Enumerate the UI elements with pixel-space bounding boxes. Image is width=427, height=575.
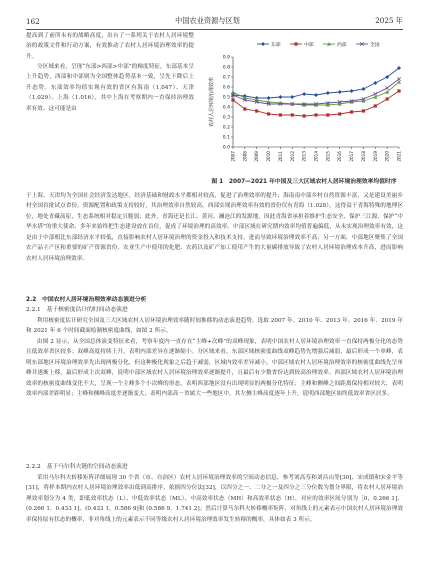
- section-paragraph-3: 采用马尔科夫转移矩阵详细展现 30 个省（市、自治区）农村人居环境治理效率的空间动态信息，参考刘高寿和刘昌山等[30]、宋成镇和宋金平等[31]，将样本期内农村人居环境治理效率由低到高排序，依据四分位法[32]，以四分之一、二分之一及四分之三分位数为划分界限，将农村人居环境治理效率划分为 4 类，即低效率状态（L）、中低效率状态（ML）、中高效率状态（MH）和高效率状态（H），对应的效率区间分别为［0，0.266 1]、(0.266 1，0.433 1]、(0.433 1，0.586 9]和 (0.586 9，1.741 2]；然后计算马尔科夫转移概率矩阵，对角线上的元素表示中国农村人居环境治理效率保持原有状态的概率，非对角线上的元素表示不同等级农村人居环境治理效率发生转移的概率，具体如表 3 所示。: [26, 475, 403, 523]
- x-tick-label: 2020: [384, 151, 390, 162]
- y-tick-label: 0.9: [222, 55, 230, 61]
- x-tick-label: 2008: [242, 151, 248, 162]
- y-tick-label: 0.0: [222, 145, 230, 151]
- x-tick-label: 2014: [313, 151, 319, 162]
- x-tick-label: 2007: [230, 151, 236, 162]
- legend-label: 东部: [271, 42, 281, 48]
- x-tick-label: 2010: [266, 151, 272, 162]
- data-point: [326, 113, 329, 116]
- x-tick-label: 2021: [396, 151, 402, 162]
- y-tick-label: 0.6: [222, 85, 230, 91]
- data-point: [278, 95, 282, 99]
- data-point: [255, 109, 258, 112]
- data-point: [314, 113, 317, 116]
- data-point: [303, 114, 306, 117]
- data-point: [350, 89, 354, 93]
- y-tick-label: 0.7: [222, 75, 230, 81]
- subsection-heading-2-2-1: 2.2.1 基于核密度估计的时间动态演进: [26, 307, 128, 313]
- line-chart: [203, 35, 405, 175]
- data-point: [279, 113, 282, 116]
- data-point: [267, 96, 271, 100]
- section-paragraph-2: 由图 2 显示，从全国总体演变特征来看，考察年度内一直存在“主峰+次峰”的双峰现象，表明中国农村人居环境治理效率一直保持两极分化的态势且低效率省区较多；双峰高度持续上升，表明内部差异在逐渐缩小。分区域来看，东部区域核密度曲线双峰趋势先增强后减弱，最后形成一个单峰，表明东部地区环境治理效率先出现两极分化，但这种极化现象之后趋于减弱，区域内效率差异减小。中部区域农村人居环境治理效率的核密度曲线先呈单峰并逐渐上移，最后形成主次双峰，说明中部区域农村人居环境治理效率逐渐提升，且最后有少数省份达到较高治理效率。西部区域农村人居环境治理效率的核密度曲线变化不大，呈现一个主峰多个小次峰的形态，表明西部地区没有出现明显的两极分化特征；主峰和侧峰之间距离保持相对较大，表明效率内部差距明显；主峰和侧峰高度差逐渐变大，表明内部高－省属大一些地区中，其左侧主峰高度逐年上升，说明西部地区始终低效率省区居多。: [26, 339, 403, 398]
- left-paragraph-2: 分区域来看，呈现“东部>西部>中部”的梯度特征，东部基本呈上升趋势，西部和中部则为全国整体趋势基本一致，呈先下降后上升态势。东部效率均值实现有效的省区有海南（1.047）、天津（1.029）、上海（1.016），其中上海在考察期内一直保持治理效率有效。这可能是由: [26, 64, 194, 112]
- x-tick-label: 2012: [289, 151, 295, 162]
- data-point: [314, 93, 318, 97]
- y-tick-label: 0.8: [222, 65, 230, 71]
- x-tick-label: 2017: [349, 151, 355, 162]
- x-tick-label: 2015: [325, 151, 331, 162]
- y-tick-label: 0.3: [222, 115, 230, 121]
- data-point: [361, 87, 365, 91]
- x-tick-label: 2009: [254, 151, 260, 162]
- figure-1-chart: [203, 35, 405, 185]
- data-point: [291, 113, 294, 116]
- data-point: [397, 89, 400, 92]
- x-tick-label: 2019: [372, 151, 378, 162]
- figure-caption: 图 1 2007—2021 年中国及三大区域农村人居环境治理效率均值时序: [211, 179, 397, 185]
- data-point: [338, 112, 341, 115]
- data-point: [386, 97, 389, 100]
- journal-year: 2025 年: [375, 16, 403, 25]
- data-point: [373, 81, 377, 85]
- legend-marker: [261, 42, 265, 46]
- y-tick-label: 0.2: [222, 125, 230, 131]
- data-point: [231, 90, 235, 94]
- legend-marker: [294, 42, 297, 45]
- legend-label: 中部: [304, 42, 314, 48]
- full-paragraph-1: 于上海、天津均为全国社会经济发达地区，经济基础和财政水平都相对较高，促进了治理效率的提升；海南南中部乡村自然资源丰富，又是建设美丽乡村全国首批试点省份，资源配置和政策支持较好，其治理效率自然较高。西部实现治理效率有效的省份仅有青海（1.028）。这得益于青海特殊的地理区位，地处青藏高原，生态系统相对稳定且脆弱；此外，青海还是长江、黄河、澜沧江的发源地。因此青海省承担着维护生态安全、保护三江源、保护“中华水塔”的重大使命，多年来始终把生态建设放在首位，促成了环境治理的高效率。中部区域在研究期内效率均值普遍偏低，从未实现治理效率有效，这是由于中部相比东部经济水平较低，直接影响农村人居环境治理的资金投入和技术支持，进而导致环境治理效率不高；另一方面，中部地区聚集了全国农产品主产区和重要的矿产资源省份，农业生产中使用的化肥、农药以及矿产加工使用产生的大量碳排放导致了农村人居环境治理成本升高，进而影响农村人居环境治理效率。: [26, 193, 403, 262]
- running-header: [26, 14, 403, 26]
- legend-label: 西部: [337, 42, 347, 48]
- page-number: 162: [26, 17, 40, 26]
- data-point: [302, 92, 306, 96]
- data-point: [231, 98, 234, 101]
- data-point: [362, 109, 365, 112]
- journal-name: 中国农业资源与区划: [175, 16, 240, 25]
- data-point: [374, 104, 377, 107]
- data-point: [338, 90, 342, 94]
- section-paragraph-1: 利用核密度估计研究全国及三大区域农村人居环境治理效率随时间推移的动态演进趋势。选取 2007 年、2010 年、2013 年、2016 年、2019 年和 2021 年 6 个时间截面绘制核密度曲线，如图 2 所示。: [26, 318, 403, 335]
- y-tick-label: 0.4: [222, 105, 230, 111]
- header-rule: [26, 29, 403, 30]
- subsection-heading-2-2-2: 2.2.2 基于马尔科夫链的空间动态演进: [26, 464, 128, 470]
- data-point: [267, 112, 270, 115]
- y-tick-label: 0.5: [222, 95, 230, 101]
- data-point: [243, 107, 246, 110]
- legend-label: 全国: [370, 42, 380, 48]
- x-tick-label: 2011: [277, 151, 283, 162]
- y-tick-label: 0.1: [222, 135, 230, 141]
- x-tick-label: 2016: [337, 151, 343, 162]
- data-point: [350, 110, 353, 113]
- y-axis-label: 农村人居环境治理效率: [209, 76, 215, 128]
- section-heading-2-2: 2.2 中国农村人居环境治理效率动态演进分析: [26, 297, 147, 303]
- data-point: [290, 95, 294, 99]
- x-tick-label: 2013: [301, 151, 307, 162]
- left-paragraph-1: 提高到了前所未有的战略高度，出台了一系列关于农村人居环境整治的政策文件和行动方案，有效推动了农村人居环境治理效率的提升。: [26, 33, 194, 60]
- x-tick-label: 2018: [360, 151, 366, 162]
- data-point: [326, 91, 330, 95]
